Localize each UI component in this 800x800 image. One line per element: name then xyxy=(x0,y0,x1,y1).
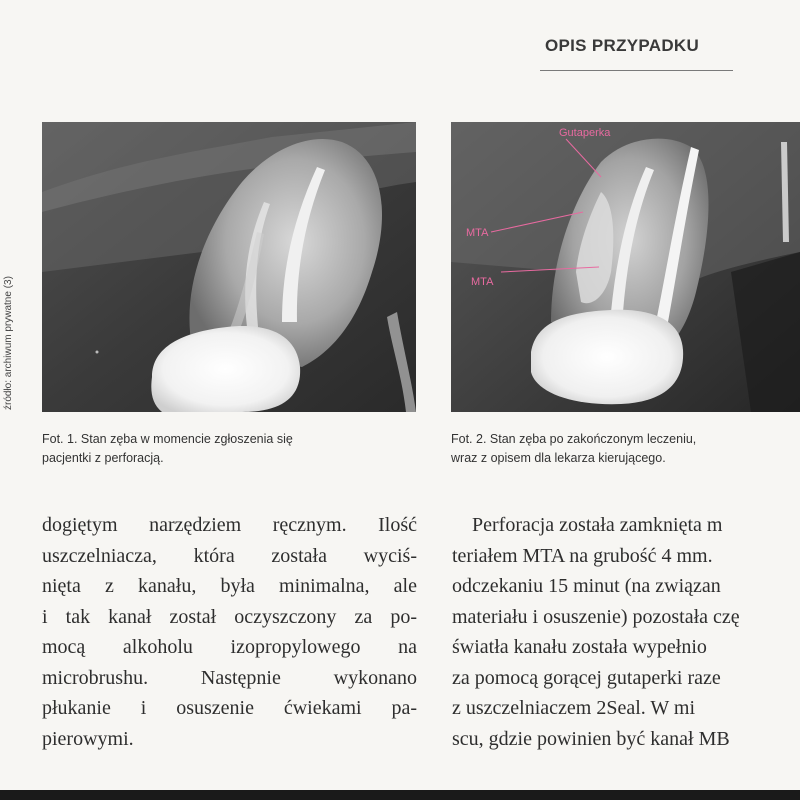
body-line: dogiętym narzędziem ręcznym. Ilość xyxy=(42,514,417,536)
caption-line: wraz z opisem dla lekarza kierującego. xyxy=(451,451,666,465)
body-line: za pomocą gorącej gutaperki raze xyxy=(452,666,721,689)
section-title-rule xyxy=(540,70,733,71)
body-line: nięta z kanału, była minimalna, ale xyxy=(42,575,417,597)
body-line: płukanie i osuszenie ćwiekami pa- xyxy=(42,697,417,719)
radiograph-photo-2 xyxy=(451,122,800,412)
label-mta-upper: MTA xyxy=(466,227,489,239)
figure-1-caption xyxy=(42,430,412,468)
body-line: uszczelniacza, która została wyciś- xyxy=(42,544,417,567)
label-gutaperka: Gutaperka xyxy=(559,127,611,139)
body-line: mocą alkoholu izopropylowego na xyxy=(42,636,417,658)
body-line: światła kanału została wypełnio xyxy=(452,636,707,658)
body-line: scu, gdzie powinien być kanał MB xyxy=(452,727,730,750)
image-source-credit: źródło: archiwum prywatne (3) xyxy=(3,276,14,410)
body-line: i tak kanał został oczyszczony za po- xyxy=(42,605,417,628)
caption-line: pacjentki z perforacją. xyxy=(42,451,164,465)
label-mta-lower: MTA xyxy=(471,276,494,288)
body-line: Perforacja została zamknięta m xyxy=(452,514,723,536)
scan-bottom-edge xyxy=(0,790,800,800)
body-line: odczekaniu 15 minut (na związan xyxy=(452,575,721,597)
body-line: z uszczelniaczem 2Seal. W mi xyxy=(452,697,696,719)
caption-line: Fot. 1. Stan zęba w momencie zgłoszenia się xyxy=(42,432,293,446)
radiograph-photo-1 xyxy=(42,122,416,412)
body-line: teriałem MTA na grubość 4 mm. xyxy=(452,544,713,567)
body-line: materiału i osuszenie) pozostała czę xyxy=(452,605,740,628)
figure-2-caption xyxy=(451,430,800,468)
body-column-right xyxy=(452,510,800,754)
body-column-left xyxy=(42,510,417,754)
body-line: pierowymi. xyxy=(42,727,134,750)
caption-line: Fot. 2. Stan zęba po zakończonym leczeniu, xyxy=(451,432,697,446)
body-line: microbrushu. Następnie wykonano xyxy=(42,666,417,689)
section-title: OPIS PRZYPADKU xyxy=(545,36,700,55)
